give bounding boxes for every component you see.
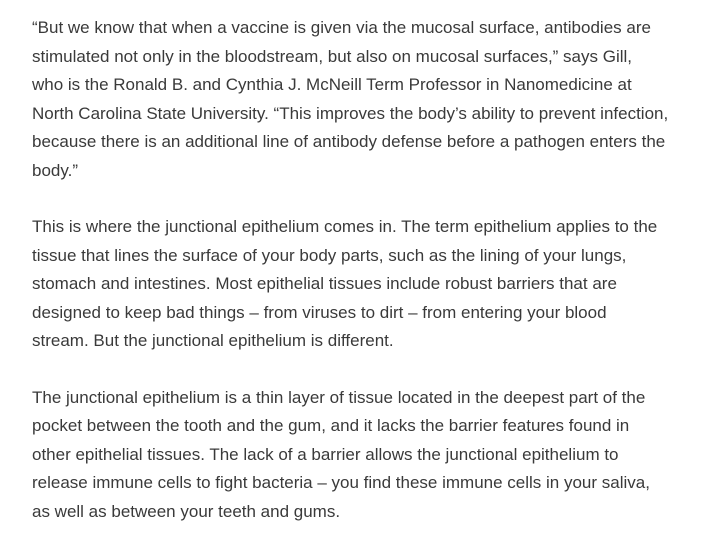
paragraph-gill-quote: “But we know that when a vaccine is given via the mucosal surface, antibodies are stimulated not only in the bloodstream, but also on mucosal surfaces,” says Gill, who is the Ronald B. and Cynthia J. McNeill Term Professor in Nanomedicine at North Carolina State University. “This improves the body’s ability to prevent infection, because there is an additional line of antibody defense before a pathogen enters the body.” bbox=[32, 18, 669, 180]
paragraph-junctional-epithelium-intro: This is where the junctional epithelium comes in. The term epithelium applies to the tissue that lines the surface of your body parts, such as the lining of your lungs, stomach and intestines. Most epithelial tissues include robust barriers that are designed to keep bad things – from viruses to dirt – from entering your blood stream. But the junctional epithelium is different. bbox=[32, 217, 658, 350]
article-body bbox=[32, 14, 700, 554]
paragraph-junctional-epithelium-description: The junctional epithelium is a thin layer of tissue located in the deepest part of the pocket between the tooth and the gum, and it lacks the barrier features found in other epithelial tissues. The lack of a barrier allows the junctional epithelium to release immune cells to fight bacteria – you find these immune cells in your saliva, as well as between your teeth and gums. bbox=[32, 387, 650, 521]
